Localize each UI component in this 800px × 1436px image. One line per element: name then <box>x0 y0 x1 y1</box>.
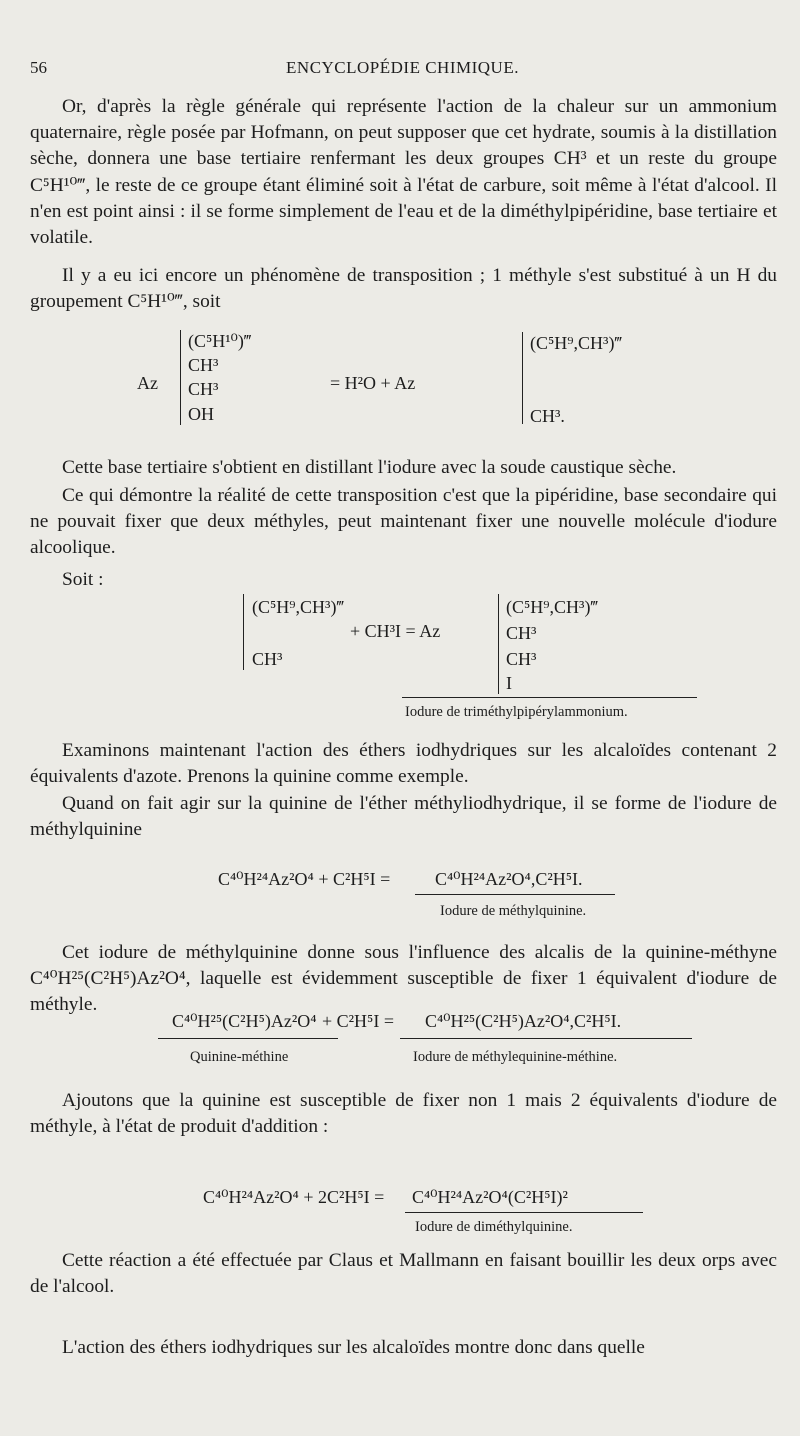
paragraph-3: Cette base tertiaire s'obtient en distillant l'iodure avec la soude caustique sèche. <box>62 457 677 478</box>
eq2-right-brace <box>498 594 499 694</box>
eq1-left-group: OH <box>188 404 214 424</box>
paragraph-2: Il y a eu ici encore un phénomène de transposition ; 1 méthyle s'est substitué à un H du groupement C⁵H¹⁰‴, soit <box>30 265 777 313</box>
paragraph-9: Ajoutons que la quinine est susceptible de fixer non 1 mais 2 équivalents d'iodure de méthyle, à l'état de produit d'addition : <box>30 1090 777 1138</box>
paragraph-10: Cette réaction a été effectuée par Claus et Mallmann en faisant bouillir les deux orps avec de l'alcool. <box>30 1250 777 1298</box>
eq2-left-group: CH³ <box>252 649 283 669</box>
eq2-right-group: CH³ <box>506 623 537 643</box>
eq2-right-group: I <box>506 673 512 693</box>
paragraph-5: Soit : <box>62 569 104 590</box>
eq1-right-group: CH³. <box>530 406 565 426</box>
eq5-caption: Iodure de diméthylquinine. <box>415 1219 573 1235</box>
running-header <box>30 58 775 84</box>
eq1-az: Az <box>137 373 158 393</box>
eq4-underbrace-right <box>400 1038 692 1039</box>
eq1-right-group: (C⁵H⁹,CH³)‴ <box>530 333 622 353</box>
eq3-lhs: C⁴⁰H²⁴Az²O⁴ + C²H⁵I = <box>218 869 391 889</box>
paragraph-6: Examinons maintenant l'action des éthers iodhydriques sur les alcaloïdes contenant 2 équivalents d'azote. Prenons la quinine comme exemple. <box>30 740 777 788</box>
eq1-left-group: (C⁵H¹⁰)‴ <box>188 331 252 351</box>
eq2-left-group: (C⁵H⁹,CH³)‴ <box>252 597 344 617</box>
eq4-underbrace-left <box>158 1038 338 1039</box>
eq1-right-brace <box>522 332 523 424</box>
eq4-caption-left: Quinine-méthine <box>190 1049 289 1065</box>
eq2-left-brace <box>243 594 244 670</box>
eq5-underbrace <box>405 1212 643 1213</box>
eq1-left-group: CH³ <box>188 379 219 399</box>
eq3-underbrace <box>415 894 615 895</box>
eq3-rhs: C⁴⁰H²⁴Az²O⁴,C²H⁵I. <box>435 869 583 889</box>
eq2-caption: Iodure de triméthylpipérylammonium. <box>405 704 628 720</box>
eq4-plus: + C²H⁵I = <box>322 1011 394 1031</box>
eq4-reactant: C⁴⁰H²⁵(C²H⁵)Az²O⁴ <box>172 1011 317 1031</box>
eq5-rhs: C⁴⁰H²⁴Az²O⁴(C²H⁵I)² <box>412 1187 568 1207</box>
eq5-lhs: C⁴⁰H²⁴Az²O⁴ + 2C²H⁵I = <box>203 1187 385 1207</box>
paragraph-7: Quand on fait agir sur la quinine de l'éther méthyliodhydrique, il se forme de l'iodure de méthylquinine <box>30 793 777 841</box>
eq1-left-brace <box>180 330 181 425</box>
eq4-caption-right: Iodure de méthylequinine-méthine. <box>413 1049 618 1065</box>
eq2-middle: + CH³I = Az <box>350 621 441 641</box>
eq2-underbrace <box>402 697 697 698</box>
paragraph-1: Or, d'après la règle générale qui représente l'action de la chaleur sur un ammonium quaternaire, règle posée par Hofmann, on peut supposer que cet hydrate, soumis à la distillation sèche, donnera une base tertiaire renfermant les deux groupes CH³ et un reste du groupe C⁵H¹⁰‴, le reste de ce groupe étant éliminé soit à l'état de carbure, soit même à l'état d'alcool. Il n'en est point ainsi : il se forme simplement de l'eau et de la diméthylpipéridine, base tertiaire et volatile. <box>30 96 777 249</box>
paragraph-4: Ce qui démontre la réalité de cette transposition c'est que la pipéridine, base secondaire qui ne pouvait fixer que deux méthyles, peut maintenant fixer une nouvelle molécule d'iodure alcoolique. <box>30 485 777 559</box>
eq2-right-group: CH³ <box>506 649 537 669</box>
paragraph-11: L'action des éthers iodhydriques sur les alcaloïdes montre donc dans quelle <box>62 1337 645 1358</box>
eq2-right-group: (C⁵H⁹,CH³)‴ <box>506 597 598 617</box>
eq3-caption: Iodure de méthylquinine. <box>440 903 587 919</box>
running-title: ENCYCLOPÉDIE CHIMIQUE. <box>286 58 519 77</box>
eq4-product: C⁴⁰H²⁵(C²H⁵)Az²O⁴,C²H⁵I. <box>425 1011 622 1031</box>
eq1-middle: = H²O + Az <box>330 373 416 393</box>
paragraph-8: Cet iodure de méthylquinine donne sous l'influence des alcalis de la quinine-méthyne C⁴⁰H²⁵(C²H⁵)Az²O⁴, laquelle est évidemment susceptible de fixer 1 équivalent d'iodure de méthyle. <box>30 942 777 1016</box>
eq1-left-group: CH³ <box>188 355 219 375</box>
page-number: 56 <box>30 58 47 77</box>
